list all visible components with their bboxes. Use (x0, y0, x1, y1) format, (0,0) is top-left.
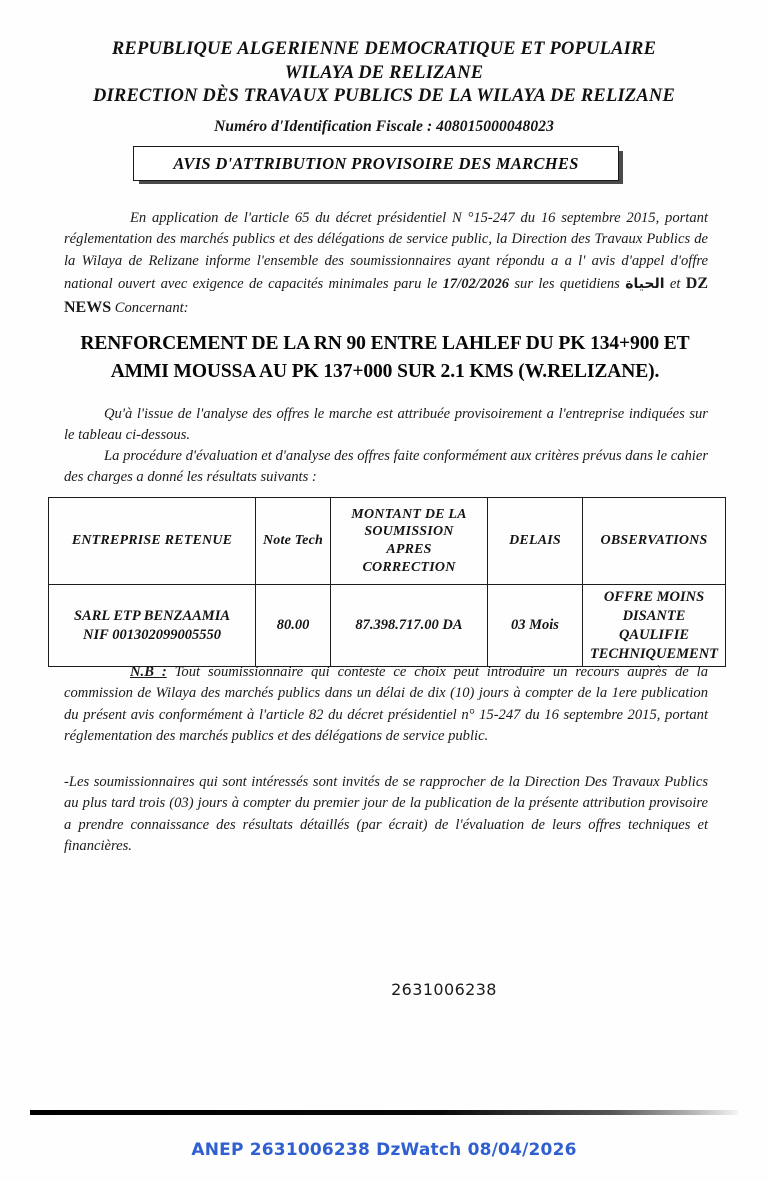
intro-text-part4: Concernant: (111, 299, 189, 316)
column-header-montant-line-4: CORRECTION (362, 559, 456, 575)
publication-date: 17/02/2026 (442, 276, 510, 293)
cell-observations (583, 585, 726, 667)
column-header-montant-line-1: MONTANT DE LA (351, 506, 467, 522)
column-header-montant-line-3: APRES (386, 542, 432, 557)
table-body (49, 585, 726, 667)
table-row (49, 585, 726, 667)
subject-line-2: AMMI MOUSSA AU PK 137+000 SUR 2.1 KMS (W.RELIZANE). (110, 361, 660, 383)
nb-text: Tout soumissionnaire qui conteste ce choix peut introduire un recours auprès de la commission de Wilaya des marchés publics dans un délai de dix (10) jours à compter de la 1ere publication du présent avis conformément à l'article 82 du décret présidentiel n° 15-247 du 16 septembre 2015, portant réglementation des marchés publics et des délégations de service public. (64, 664, 709, 745)
table-header-row (49, 498, 726, 585)
intro-text-part1: En application de l'article 65 du décret présidentiel N °15-247 du 16 septembre 2015, portant réglementation des marchés publics et des délégations de service public, la Direction des Travaux Publics de la Wilaya de Relizane informe l'ensemble des soumissionnaires ayant répondu a a l' avis d'appel d'offre national ouvert avec exigence de capacités minimales paru le (64, 210, 708, 293)
footer-divider (30, 1110, 738, 1115)
issue-paragraph-text: Qu'à l'issue de l'analyse des offres le marche est attribuée provisoirement a l'entreprise indiquées sur le tableau ci-dessous. (64, 406, 708, 444)
subject-line-1: RENFORCEMENT DE LA RN 90 ENTRE LAHLEF DU PK 134+900 ET (80, 333, 690, 354)
document-header (0, 38, 768, 136)
project-subject (40, 330, 730, 387)
invitation-paragraph (64, 772, 708, 858)
column-header-entreprise: ENTREPRISE RETENUE (49, 498, 256, 585)
cell-montant: 87.398.717.00 DA (331, 585, 488, 667)
observation-line-3: QAULIFIE (618, 626, 690, 643)
firm-nif: NIF 001302099005550 (83, 626, 221, 643)
intro-text-part2: sur les quetidiens (509, 276, 626, 293)
header-line-direction: DIRECTION DÈS TRAVAUX PUBLICS DE LA WILAYA DE RELIZANE (92, 86, 676, 107)
column-header-observations: OBSERVATIONS (583, 498, 726, 585)
intro-text-part3: et (664, 276, 686, 293)
issue-paragraph (64, 404, 708, 447)
notice-title-frame (133, 146, 617, 179)
firm-name: SARL ETP BENZAAMIA (73, 607, 231, 624)
observation-line-2: DISANTE (622, 607, 686, 624)
procedure-paragraph-text: La procédure d'évaluation et d'analyse des offres faite conformément aux critères prévus dans le cahier des charges a donné les résultats suivants : (64, 448, 708, 486)
procedure-paragraph (64, 446, 708, 489)
cell-delais: 03 Mois (488, 585, 583, 667)
column-header-delais: DELAIS (488, 498, 583, 585)
column-header-montant-line-2: SOUMISSION (364, 524, 454, 540)
nb-paragraph (64, 662, 708, 748)
observation-line-1: OFFRE MOINS (603, 589, 705, 605)
header-line-wilaya: WILAYA DE RELIZANE (284, 62, 484, 83)
newspaper-dz-news: DZ NEWS (64, 275, 708, 316)
notice-title-text: AVIS D'ATTRIBUTION PROVISOIRE DES MARCHES (173, 153, 579, 173)
invitation-text: -Les soumissionnaires qui sont intéressés sont invités de se rapprocher de la Direction Des Travaux Publics au plus tard trois (03) jours à compter du premier jour de la publication de la présente attribution provisoire a prendre connaissance des résultats détaillés (par écrait) de l'évaluation de leurs offres techniques et financières. (64, 774, 708, 855)
column-header-note-tech: Note Tech (256, 498, 331, 585)
reference-number: 2631006238 (391, 980, 497, 999)
cell-entreprise (49, 585, 256, 667)
attribution-results-table (48, 497, 726, 667)
observation-line-4: TECHNIQUEMENT (589, 645, 719, 662)
newspaper-arabic-name: الحياة (625, 276, 665, 293)
footer-anep-text: ANEP 2631006238 DzWatch 08/04/2026 (191, 1140, 577, 1160)
column-header-montant (331, 498, 488, 585)
nb-label: N.B : (130, 664, 167, 680)
intro-paragraph (64, 208, 708, 319)
fiscal-identification-number: Numéro d'Identification Fiscale : 408015000048023 (214, 118, 554, 136)
cell-note-tech: 80.00 (256, 585, 331, 667)
table-header (49, 498, 726, 585)
title-frame-box (133, 146, 619, 181)
header-line-republic: REPUBLIQUE ALGERIENNE DEMOCRATIQUE ET POPULAIRE (111, 39, 657, 59)
